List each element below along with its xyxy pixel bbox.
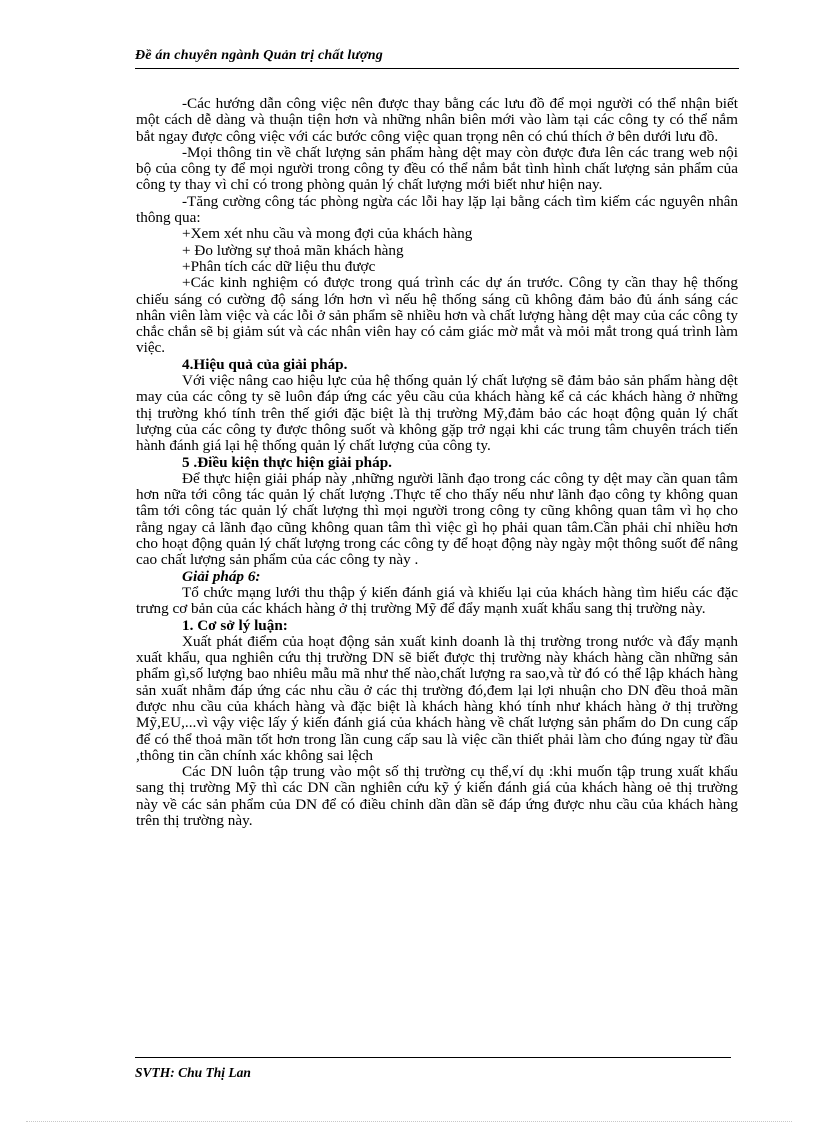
paragraph: Để thực hiện giải pháp này ,những người lãnh đạo trong các công ty dệt may cần quan tâm hơn nữa tới công tác quản lý chất lượng .Thực tế cho thấy nếu như lãnh đạo công ty không quan tâm tới công tác quản lý chất lượng thì mọi người trong công ty cũng không quan tâm vì họ cho rằng ngay cả lãnh đạo cũng không quan tâm thì việc gì họ phải quan tâm.Cần phải chỉ nhiều hơn cho hoạt động quản lý chất lượng trong các công ty để hoạt động này ngày một thông suốt để nâng cao chất lượng sản phẩm của các công ty này . <box>136 469 738 569</box>
paragraph: -Các hướng dẫn công việc nên được thay bằng các lưu đồ để mọi người có thể nhận biết một cách dễ dàng và thuận tiện hơn và những nhân biên mới vào làm tại các công ty có thể nắm bắt ngay được công việc với các bước công việc quan trọng nên có chú thích ở bên dưới lưu đồ. <box>136 95 738 145</box>
section-heading: 5 .Điều kiện thực hiện giải pháp. <box>182 453 392 471</box>
footer-author: SVTH: Chu Thị Lan <box>135 1065 251 1080</box>
paragraph: -Mọi thông tin về chất lượng sản phẩm hàng dệt may còn được đưa lên các trang web nội bộ của công ty để mọi người trong công ty đều có thể nắm bắt tình hình chất lượng sản phẩm của công ty thay vì chỉ có trong phòng quản lý chất lượng mới biết như hiện nay. <box>136 143 738 194</box>
paragraph: Xuất phát điểm của hoạt động sản xuất kinh doanh là thị trường trong nước và đẩy mạnh xuất khẩu, qua nghiên cứu thị trường DN sẽ biết được thị trường này khách hàng cần những sản phẩm gì,số lượng bao nhiêu mẫu mã như thế nào,chất lượng ra sao,và từ đó có thể lập khách hàng sản xuất nhằm đáp ứng các nhu cầu ở các thị trường đó,đem lại lợi nhuận cho DN đều thoả mãn được nhu cầu của khách hàng và đặc biệt là khách hàng khó tính như khách hàng ở thị trường Mỹ,EU,...vì vậy việc lấy ý kiến đánh giá của khách hàng về chất lượng sản phẩm do Dn cung cấp để có thể thoả mãn tốt hơn trong lần cung cấp sau là việc cần thiết phải làm cho đúng ngay từ đầu ,thông tin cần chính xác không sai lệch <box>136 632 738 764</box>
page-footer <box>135 1057 731 1082</box>
solution-heading: Giải pháp 6: <box>182 567 261 585</box>
paragraph: Với việc nâng cao hiệu lực của hệ thống quản lý chất lượng sẽ đảm bảo sản phẩm hàng dệt may của các công ty sẽ luôn đáp ứng các yêu cầu của khách hàng kể cả các khách hàng ở những thị trường khó tính trên thế giới đặc biệt là thị trường Mỹ,đảm bảo các hoạt động quản lý chất lượng của các công ty được thông suốt và không gặp trở ngại khi các trung tâm chuyên trách tiến hành đánh giá lại hệ thống quản lý chất lượng của công ty. <box>136 372 738 455</box>
paragraph: -Tăng cường công tác phòng ngừa các lỗi hay lặp lại bằng cách tìm kiếm các nguyên nhân thông qua: <box>136 192 738 227</box>
document-body <box>136 96 738 829</box>
list-item: + Đo lường sự thoả mãn khách hàng <box>182 241 404 259</box>
list-item: +Xem xét nhu cầu và mong đợi của khách hàng <box>182 225 473 243</box>
list-item: +Các kinh nghiệm có được trong quá trình các dự án trước. Công ty cần thay hệ thống chiếu sáng có cường độ sáng lớn hơn vì nếu hệ thống sáng cũ không đảm bảo đủ ánh sáng các nhân viên làm việc và các lỗi ở sản phẩm sẽ nhiều hơn và chất lượng hàng dệt may của các công ty chắc chắn sẽ bị giảm sút và các nhân viên hay có cảm giác mờ mắt và mỏi mắt trong quá trình làm việc. <box>136 274 738 357</box>
page-edge-divider <box>26 1121 792 1122</box>
paragraph: Các DN luôn tập trung vào một số thị trường cụ thể,ví dụ :khi muốn tập trung xuất khẩu sang thị trường Mỹ thì các DN cần nghiên cứu kỹ ý kiến đánh giá của khách hàng oẻ thị trường này về các sản phẩm của DN để có điều chỉnh dần dần sẽ đáp ứng được nhu cầu của khách hàng trên thị trường này. <box>136 763 738 830</box>
section-heading: 1. Cơ sở lý luận: <box>182 616 288 634</box>
list-item: +Phân tích các dữ liệu thu được <box>182 257 376 275</box>
paragraph: Tổ chức mạng lưới thu thập ý kiến đánh giá và khiếu lại của khách hàng tìm hiểu các đặc trưng cơ bản của các khách hàng ở thị trường Mỹ để đẩy mạnh xuất khẩu sang thị trường này. <box>136 583 738 618</box>
page-header <box>135 46 739 69</box>
header-title: Đề án chuyên ngành Quản trị chất lượng <box>135 48 383 63</box>
section-heading: 4.Hiệu quả của giải pháp. <box>182 355 348 373</box>
